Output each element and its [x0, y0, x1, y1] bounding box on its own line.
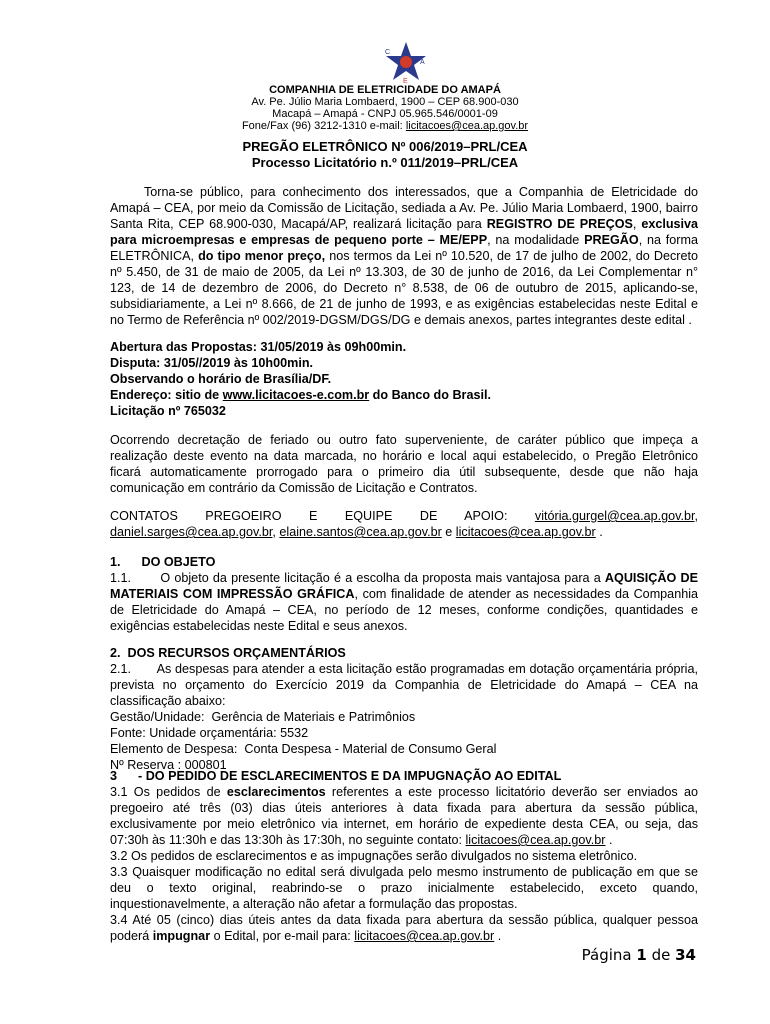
intro-text: , na modalidade: [487, 233, 585, 247]
svg-text:C: C: [385, 49, 391, 56]
section-3-2-text: 3.2 Os pedidos de esclarecimentos e as impugnações serão divulgados no sistema eletrônico.: [110, 849, 638, 863]
intro-bold-pregao: PREGÃO: [584, 233, 639, 247]
title-line-1: PREGÃO ELETRÔNICO Nº 006/2019–PRL/CEA: [242, 139, 528, 154]
section-2-heading: 2. DOS RECURSOS ORÇAMENTÁRIOS: [110, 646, 346, 660]
phone-text: Fone/Fax (96) 3212-1310 e-mail:: [241, 120, 406, 132]
section-2-text: 2.1. As despesas para atender a esta licitação estão programadas em dotação orçamentária própria, prevista no orçamento do Exercício 2019 da Companhia de Eletricidade do Amapá – CEA na classificação abaixo:: [110, 662, 702, 708]
company-cnpj: Macapá – Amapá - CNPJ 05.965.546/0001-09: [272, 108, 498, 120]
current-page: 1: [636, 946, 647, 964]
section-3-4-email-link[interactable]: licitacoes@cea.ap.gov.br: [354, 929, 495, 943]
document-title: [0, 139, 770, 171]
company-email-link[interactable]: licitacoes@cea.ap.gov.br: [405, 120, 529, 132]
separator: ,: [272, 525, 280, 539]
dispute-date: Disputa: 31/05//2019 às 10h00min.: [110, 356, 314, 370]
letterhead: [0, 84, 770, 132]
address-line: [110, 387, 698, 403]
section-3-text: referentes a este processo licitatório deverão ser enviados ao pregoeiro até três (03) dias úteis anteriores à data fixada para abertura da sessão pública, exclusivamente por meio eletrônico via internet, em horário de expediente desta CEA, ou seja, das 07:30h às 11:30h e das 13:30h às 17:30h, no seguinte contato:: [110, 785, 698, 847]
section-3-text: 3.1 Os pedidos de: [110, 785, 227, 799]
company-address: Av. Pe. Júlio Maria Lombaerd, 1900 – CEP 68.900-030: [251, 96, 519, 108]
section-3-4-bold: impugnar: [152, 929, 211, 943]
intro-bold-registro: REGISTRO DE PREÇOS: [486, 217, 633, 231]
contact-email-link[interactable]: vitória.gurgel@cea.ap.gov.br: [534, 509, 695, 523]
separator: .: [595, 525, 603, 539]
contact-email-link[interactable]: licitacoes@cea.ap.gov.br: [455, 525, 596, 539]
section-1: [110, 554, 698, 634]
address-prefix: Endereço: sitio de: [110, 388, 223, 402]
section-3-email-link[interactable]: licitacoes@cea.ap.gov.br: [465, 833, 606, 847]
page-word: Página: [581, 946, 637, 964]
section-3-4-text: o Edital, por e-mail para:: [210, 929, 355, 943]
separator: ,: [694, 509, 698, 523]
page-number: [582, 946, 696, 964]
intro-bold-exclusiva: exclusiva para microempresas e empresas de pequeno porte – ME/EPP: [110, 217, 699, 247]
section-1-bold: AQUISIÇÃO DE MATERIAIS COM IMPRESSÃO GRÁFICA: [110, 571, 698, 601]
section-3-text: .: [605, 833, 613, 847]
schedule-block: [110, 339, 698, 419]
svg-text:A: A: [420, 59, 425, 66]
budget-reserve: Nº Reserva : 000801: [110, 758, 227, 772]
budget-source: Fonte: Unidade orçamentária: 5532: [110, 726, 309, 740]
section-3: [110, 768, 698, 944]
holiday-text: Ocorrendo decretação de feriado ou outro fato superveniente, de caráter público que impeça a realização deste evento na data marcada, no horário e local aqui estabelecido, o Pregão Eletrônico ficará automaticamente prorrogado para o primeiro dia útil subsequente, desde que não haja comunicação em contrário da Comissão de Licitação e Contratos.: [110, 433, 698, 495]
timezone-note: Observando o horário de Brasília/DF.: [110, 372, 332, 386]
section-2: [110, 645, 702, 773]
separator: e: [441, 525, 456, 539]
budget-unit: Gestão/Unidade: Gerência de Materiais e Patrimônios: [110, 710, 416, 724]
budget-element: Elemento de Despesa: Conta Despesa - Material de Consumo Geral: [110, 742, 497, 756]
total-pages: 34: [675, 946, 696, 964]
intro-text: ,: [632, 217, 642, 231]
intro-paragraph: [110, 184, 698, 328]
title-line-2: Processo Licitatório n.º 011/2019–PRL/CEA: [251, 155, 519, 170]
cea-logo: [382, 42, 430, 84]
licitacoes-site-link[interactable]: www.licitacoes-e.com.br: [222, 388, 370, 402]
holiday-paragraph: [110, 432, 698, 496]
intro-text: Torna-se público, para conhecimento dos interessados, que a Companhia de Eletricidade do Amapá – CEA, por meio da Comissão de Licitação, sediada a Av. Pe. Júlio Maria Lombaerd, 1900, bairro Santa Rita, CEP 68.900-030, Macapá/AP, realizará licitação para: [110, 185, 698, 231]
section-1-text: , com finalidade de atender as necessidades da Companhia de Eletricidade do Amapá – CEA, no período de 12 meses, conforme condições, quantidades e exigências estabelecidas neste Edital e seus anexos.: [110, 587, 698, 633]
intro-text: , na forma ELETRÔNICA,: [110, 233, 698, 263]
contacts-paragraph: [110, 508, 698, 540]
opening-date: Abertura das Propostas: 31/05/2019 às 09h00min.: [110, 340, 407, 354]
company-contact: [0, 120, 770, 132]
contact-email-link[interactable]: daniel.sarges@cea.ap.gov.br: [110, 525, 273, 539]
address-suffix: do Banco do Brasil.: [369, 388, 491, 402]
svg-text:E: E: [403, 78, 408, 84]
section-1-text: 1.1. O objeto da presente licitação é a escolha da proposta mais vantajosa para a: [110, 571, 605, 585]
section-1-heading: 1. DO OBJETO: [110, 555, 216, 569]
page-of: de: [646, 946, 676, 964]
intro-text: nos termos da Lei nº 10.520, de 17 de julho de 2002, do Decreto nº 5.450, de 31 de maio de 2005, da Lei nº 13.303, de 30 de junho de 2016, da Lei Complementar n° 123, de 14 de dezembro de 2006, do Decreto n° 8.538, de 06 de outubro de 2015, aplicando-se, subsidiariamente, a Lei nº 8.666, de 21 de junho de 1993, e as exigências estabelecidas neste Edital e no Termo de Referência nº 002/2019-DGSM/DGS/DG e demais anexos, partes integrantes deste edital .: [110, 249, 698, 327]
section-3-bold: esclarecimentos: [226, 785, 326, 799]
company-name: COMPANHIA DE ELETRICIDADE DO AMAPÁ: [269, 84, 501, 96]
contact-email-link[interactable]: elaine.santos@cea.ap.gov.br: [279, 525, 442, 539]
intro-bold-tipo: do tipo menor preço,: [198, 249, 326, 263]
section-3-3-text: 3.3 Quaisquer modificação no edital será divulgada pelo mesmo instrumento de publicação em que se deu o texto original, reabrindo-se o prazo inicialmente estabelecido, exceto quando, inquestionavelmente, a alteração não afetar a formulação das propostas.: [110, 865, 698, 911]
bid-number: Licitação nº 765032: [110, 404, 226, 418]
section-3-4-text: .: [494, 929, 502, 943]
section-3-4-text: 3.4 Até 05 (cinco) dias úteis antes da data fixada para abertura da sessão pública, qualquer pessoa poderá: [110, 913, 698, 943]
contacts-label: CONTATOS PREGOEIRO E EQUIPE DE APOIO:: [110, 509, 535, 523]
section-3-heading: 3 - DO PEDIDO DE ESCLARECIMENTOS E DA IMPUGNAÇÃO AO EDITAL: [110, 769, 562, 783]
